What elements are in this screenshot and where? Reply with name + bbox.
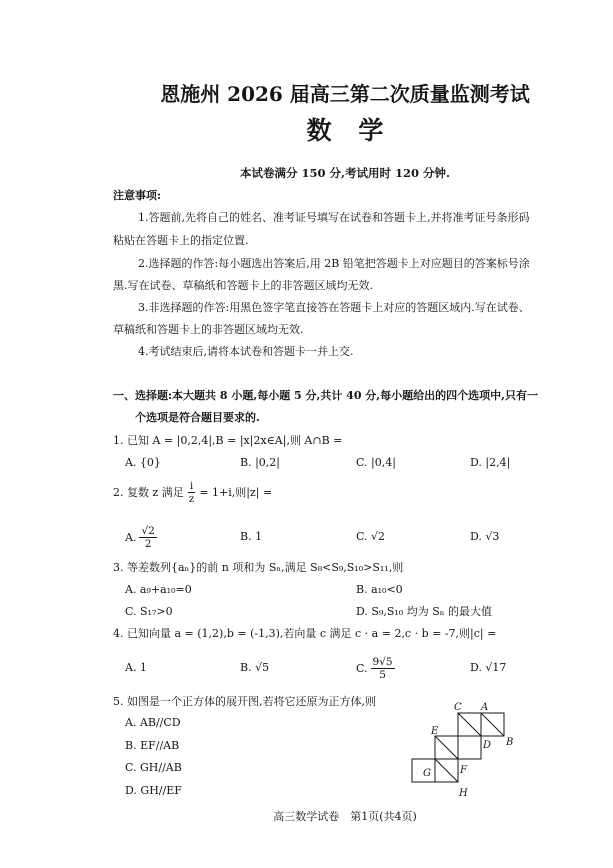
segment-ef bbox=[435, 736, 458, 759]
question-4-option-c bbox=[356, 654, 398, 682]
question-4-stem: 4. 已知向量 a = (1,2),b = (-1,3),若向量 c 满足 c · a = 2,c · b = -7,则|c| = bbox=[113, 627, 497, 640]
point-label-a: A bbox=[481, 702, 489, 713]
question-2-stem-suffix: = 1+i,则|z| = bbox=[199, 486, 273, 499]
question-1-option-c: C. |0,4| bbox=[356, 456, 396, 469]
exam-info: 本试卷满分 150 分,考试用时 120 分钟. bbox=[239, 166, 451, 180]
fraction-numerator: i bbox=[189, 479, 194, 492]
question-1-stem: 1. 已知 A = |0,2,4|,B = |x|2x∈A|,则 A∩B = bbox=[113, 434, 343, 447]
fraction-numerator: √2 bbox=[141, 524, 155, 537]
point-label-g: G bbox=[423, 768, 431, 779]
option-fraction bbox=[371, 656, 395, 681]
question-2-option-c: C. √2 bbox=[356, 530, 386, 543]
notice-heading: 注意事项: bbox=[113, 189, 162, 202]
question-3-option-b: B. a₁₀<0 bbox=[356, 583, 403, 596]
question-3-option-c: C. S₁₇>0 bbox=[125, 605, 173, 618]
question-2-stem-fraction bbox=[187, 480, 197, 505]
fraction-denominator: 5 bbox=[379, 668, 386, 681]
question-3-option-a: A. a₉+a₁₀=0 bbox=[125, 583, 192, 596]
question-1-option-a: A. {0} bbox=[125, 456, 161, 469]
notice-line: 草稿纸和答题卡上的非答题区域均无效. bbox=[113, 323, 304, 336]
section-heading: 个选项是符合题目要求的. bbox=[135, 411, 260, 424]
question-1-option-b: B. |0,2| bbox=[240, 456, 280, 469]
point-label-e: E bbox=[431, 726, 439, 737]
question-5-option-d: D. GH//EF bbox=[125, 784, 182, 797]
question-4-option-a: A. 1 bbox=[125, 661, 147, 674]
option-label: C. bbox=[356, 661, 368, 675]
subject-title: 数 学 bbox=[306, 116, 384, 145]
segment-gh bbox=[435, 759, 458, 782]
option-label: A. bbox=[125, 530, 137, 544]
question-5-option-c: C. GH//AB bbox=[125, 761, 182, 774]
section-heading: 一、选择题:本大题共 8 小题,每小题 5 分,共计 40 分,每小题给出的四个选项中,只有一 bbox=[113, 389, 538, 402]
question-2-stem-prefix: 2. 复数 z 满足 bbox=[113, 486, 184, 499]
question-5-option-a: A. AB//CD bbox=[125, 716, 181, 729]
question-4-option-d: D. √17 bbox=[470, 661, 507, 674]
question-4-option-b: B. √5 bbox=[240, 661, 270, 674]
question-2-option-b: B. 1 bbox=[240, 530, 263, 543]
question-5-option-b: B. EF//AB bbox=[125, 739, 180, 752]
point-label-d: D bbox=[483, 740, 492, 751]
net-face bbox=[458, 736, 481, 759]
notice-line: 黑.写在试卷、草稿纸和答题卡上的非答题区域均无效. bbox=[113, 279, 373, 292]
question-3-stem: 3. 等差数列{aₙ}的前 n 项和为 Sₙ,满足 S₈<S₉,S₁₀>S₁₁,则 bbox=[113, 561, 404, 574]
fraction-denominator: z bbox=[188, 492, 195, 505]
point-label-b: B bbox=[506, 737, 514, 748]
question-3-option-d: D. S₉,S₁₀ 均为 Sₙ 的最大值 bbox=[356, 605, 493, 618]
point-label-c: C bbox=[454, 702, 462, 713]
notice-line: 4.考试结束后,请将本试卷和答题卡一并上交. bbox=[138, 345, 354, 358]
segment-cd bbox=[458, 713, 481, 736]
option-fraction bbox=[139, 525, 156, 550]
notice-line: 粘贴在答题卡上的指定位置. bbox=[113, 234, 249, 247]
question-2-stem bbox=[113, 478, 272, 506]
point-label-f: F bbox=[460, 765, 467, 776]
segment-ab bbox=[481, 713, 504, 736]
question-2-option-a bbox=[125, 523, 160, 551]
fraction-numerator: 9√5 bbox=[372, 655, 393, 668]
question-5-stem: 5. 如图是一个正方体的展开图,若将它还原为正方体,则 bbox=[113, 695, 376, 708]
notice-line: 2.选择题的作答:每小题选出答案后,用 2B 铅笔把答题卡上对应题目的答案标号涂 bbox=[138, 257, 530, 270]
page-footer: 高三数学试卷 第1页(共4页) bbox=[273, 810, 417, 823]
notice-line: 3.非选择题的作答:用黑色签字笔直接答在答题卡上对应的答题区域内.写在试卷、 bbox=[138, 301, 530, 314]
question-1-option-d: D. |2,4| bbox=[470, 456, 511, 469]
exam-title: 恩施州 2026 届高三第二次质量监测考试 bbox=[160, 82, 530, 106]
cube-net-figure bbox=[400, 700, 525, 805]
point-label-h: H bbox=[459, 788, 468, 799]
fraction-denominator: 2 bbox=[144, 537, 152, 550]
question-2-option-d: D. √3 bbox=[470, 530, 500, 543]
notice-line: 1.答题前,先将自己的姓名、准考证号填写在试卷和答题卡上,并将准考证号条形码 bbox=[138, 211, 530, 224]
